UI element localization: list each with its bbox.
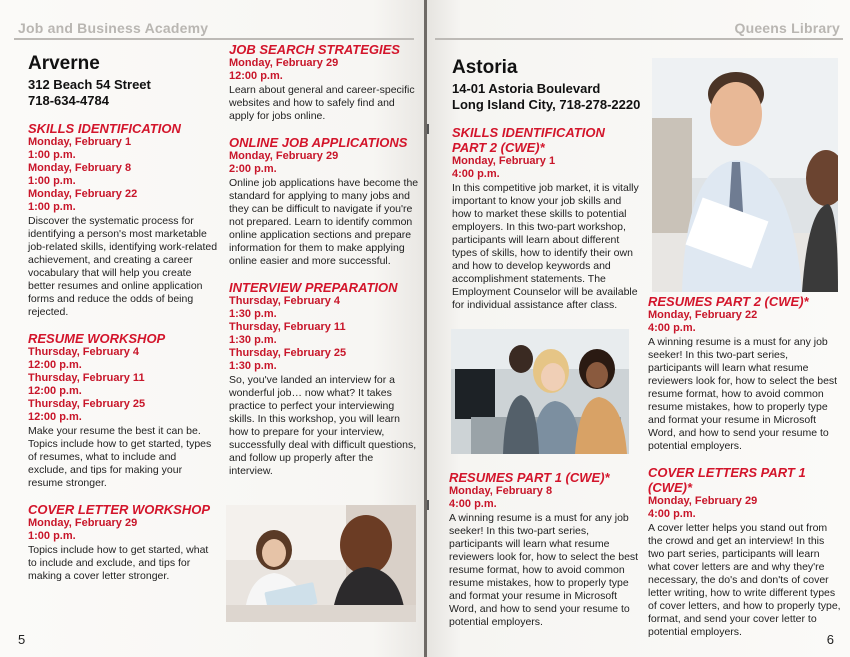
- workshop-date: Thursday, February 25: [229, 347, 347, 359]
- workshop-date: 1:30 p.m.: [229, 360, 277, 372]
- workshop-title: COVER LETTERS PART 1 (CWE)*: [648, 465, 806, 495]
- workshop-title: RESUMES PART 2 (CWE)*: [648, 294, 809, 309]
- workshop-date: Monday, February 29: [229, 150, 339, 162]
- workshop-description: So, you've landed an interview for a wonderful job… now what? It takes practice to perfect your interviewing skills. In this workshop, you will learn how to prepare for your interview, successfully deal with difficult questions, and follow up properly after the interview.: [229, 374, 417, 477]
- workshop-date: 4:00 p.m.: [648, 322, 696, 334]
- workshop-title: ONLINE JOB APPLICATIONS: [229, 135, 408, 150]
- workshop-date: 1:00 p.m.: [28, 201, 76, 213]
- header-rule-left: [14, 38, 414, 40]
- workshop-entry: [449, 470, 639, 629]
- workshop-date: 1:00 p.m.: [28, 175, 76, 187]
- workshop-date: Thursday, February 25: [28, 398, 146, 410]
- workshop-title: SKILLS IDENTIFICATION PART 2 (CWE)*: [452, 125, 605, 155]
- branch-name: Arverne: [28, 53, 100, 74]
- workshop-entry: [229, 280, 419, 478]
- workshop-title: COVER LETTER WORKSHOP: [28, 502, 211, 517]
- workshop-description: Discover the systematic process for identifying a person's most marketable job-related skills, identifying work-related achievement, and creating a career vocabulary that will help you create better resumes and online application forms and reduce the odds of being rejected.: [28, 215, 218, 318]
- workshop-date: 4:00 p.m.: [449, 498, 497, 510]
- workshop-list: [28, 121, 218, 583]
- businessman-illustration: [652, 58, 838, 292]
- workshop-title: RESUME WORKSHOP: [28, 331, 166, 346]
- workshop-date: Monday, February 29: [229, 57, 339, 69]
- workshop-date: 1:00 p.m.: [28, 530, 76, 542]
- branch-address: 14-01 Astoria Boulevard: [452, 81, 601, 96]
- workshop-description: A winning resume is a must for any job seeker! In this two-part series, participants will learn what resume reviewers look for, how to select the best resume format, how to avoid common resume mistakes, how to properly type and format your resume in Microsoft Word, and how to send your resume to potential employers.: [648, 336, 838, 452]
- left-column-1: [28, 54, 218, 583]
- workshop-entry: [229, 42, 419, 123]
- workshop-date: Monday, February 29: [648, 495, 758, 507]
- binding-tick: [427, 500, 429, 510]
- right-column-1-lower: [449, 458, 639, 629]
- businessman-photo: [652, 58, 838, 292]
- workshop-entry: [28, 502, 218, 583]
- workshop-list: [229, 42, 419, 478]
- branch-name: Astoria: [452, 57, 518, 78]
- page-number-right: 6: [826, 632, 834, 647]
- workshop-list: [449, 470, 639, 629]
- page-number-left: 5: [18, 632, 26, 647]
- workshop-date: Monday, February 1: [452, 155, 556, 167]
- workshop-entry: [648, 294, 843, 453]
- workshop-list: [648, 294, 843, 639]
- workshop-description: In this competitive job market, it is vitally important to know your job skills and how to market these skills to potential employers. In this two-part workshop, participants will learn about different types of skills, how to identify their own and how to develop keywords and accomplishment statements. The Employment Counselor will be available for individual assistance after class.: [452, 182, 639, 311]
- workshop-date: Thursday, February 4: [229, 295, 341, 307]
- workshop-entry: [28, 331, 218, 490]
- computer-class-illustration: [451, 329, 629, 454]
- workshop-date: Monday, February 22: [28, 188, 138, 200]
- workshop-date: Monday, February 8: [28, 162, 132, 174]
- workshop-description: Learn about general and career-specific websites and how to safely find and apply for jobs online.: [229, 84, 415, 122]
- workshop-date: Monday, February 1: [28, 136, 132, 148]
- workshop-entry: [229, 135, 419, 268]
- workshop-date: 12:00 p.m.: [229, 70, 283, 82]
- workshop-date: 1:30 p.m.: [229, 308, 277, 320]
- workshop-entry: [452, 125, 642, 312]
- workshop-title: JOB SEARCH STRATEGIES: [229, 42, 400, 57]
- workshop-date: 1:30 p.m.: [229, 334, 277, 346]
- workshop-date: Thursday, February 4: [28, 346, 140, 358]
- workshop-date: 12:00 p.m.: [28, 411, 82, 423]
- workshop-entry: [28, 121, 218, 319]
- left-column-2: [229, 42, 419, 478]
- workshop-date: Thursday, February 11: [229, 321, 346, 333]
- workshop-description: A cover letter helps you stand out from the crowd and get an interview! In this two part series, participants will learn what cover letters are and why they're necessary, the do's and don'ts of cover letter writing, how to write different types of cover letters, and how to properly type, format, and send your cover letter to potential employers.: [648, 522, 841, 638]
- workshop-date: Monday, February 29: [28, 517, 138, 529]
- binding-tick: [427, 124, 429, 134]
- computer-class-photo: [451, 329, 629, 454]
- interview-photo-illustration: [226, 505, 416, 622]
- right-column-2: [648, 294, 843, 639]
- running-head-right: Queens Library: [734, 20, 840, 36]
- right-column-1: [452, 58, 642, 312]
- right-page: [427, 0, 850, 657]
- workshop-list: [452, 125, 642, 312]
- workshop-date: Thursday, February 11: [28, 372, 145, 384]
- workshop-title: SKILLS IDENTIFICATION: [28, 121, 181, 136]
- workshop-title: INTERVIEW PREPARATION: [229, 280, 398, 295]
- workshop-title: RESUMES PART 1 (CWE)*: [449, 470, 610, 485]
- branch-address: 312 Beach 54 Street: [28, 77, 151, 92]
- workshop-description: A winning resume is a must for any job seeker! In this two-part series, participants will learn what resume reviewers look for, how to select the best resume format, how to avoid common resume mistakes, how to properly type and format your resume in Microsoft Word, and how to send your resume to potential employers.: [449, 512, 639, 628]
- workshop-date: 1:00 p.m.: [28, 149, 76, 161]
- workshop-date: 12:00 p.m.: [28, 385, 82, 397]
- workshop-description: Make your resume the best it can be. Topics include how to get started, types of resumes, what to include and exclude, and tips for making your resume stronger.: [28, 425, 212, 489]
- interview-photo: [226, 505, 416, 622]
- workshop-entry: [648, 465, 843, 639]
- branch-city-phone: Long Island City, 718-278-2220: [452, 97, 641, 112]
- left-page: [0, 0, 424, 657]
- workshop-date: 4:00 p.m.: [452, 168, 500, 180]
- workshop-date: 2:00 p.m.: [229, 163, 277, 175]
- header-rule-right: [435, 38, 843, 40]
- workshop-description: Topics include how to get started, what to include and exclude, and tips for making a cover letter stronger.: [28, 544, 209, 582]
- workshop-date: 12:00 p.m.: [28, 359, 82, 371]
- running-head-left: Job and Business Academy: [18, 20, 209, 36]
- workshop-date: Monday, February 22: [648, 309, 758, 321]
- workshop-date: 4:00 p.m.: [648, 508, 696, 520]
- branch-phone: 718-634-4784: [28, 93, 109, 108]
- workshop-description: Online job applications have become the standard for applying to many jobs and they can be difficult to navigate if you're not prepared. Learn to identify common online application sections and prepare information for them to make applying online easier and more successful.: [229, 177, 419, 267]
- workshop-date: Monday, February 8: [449, 485, 553, 497]
